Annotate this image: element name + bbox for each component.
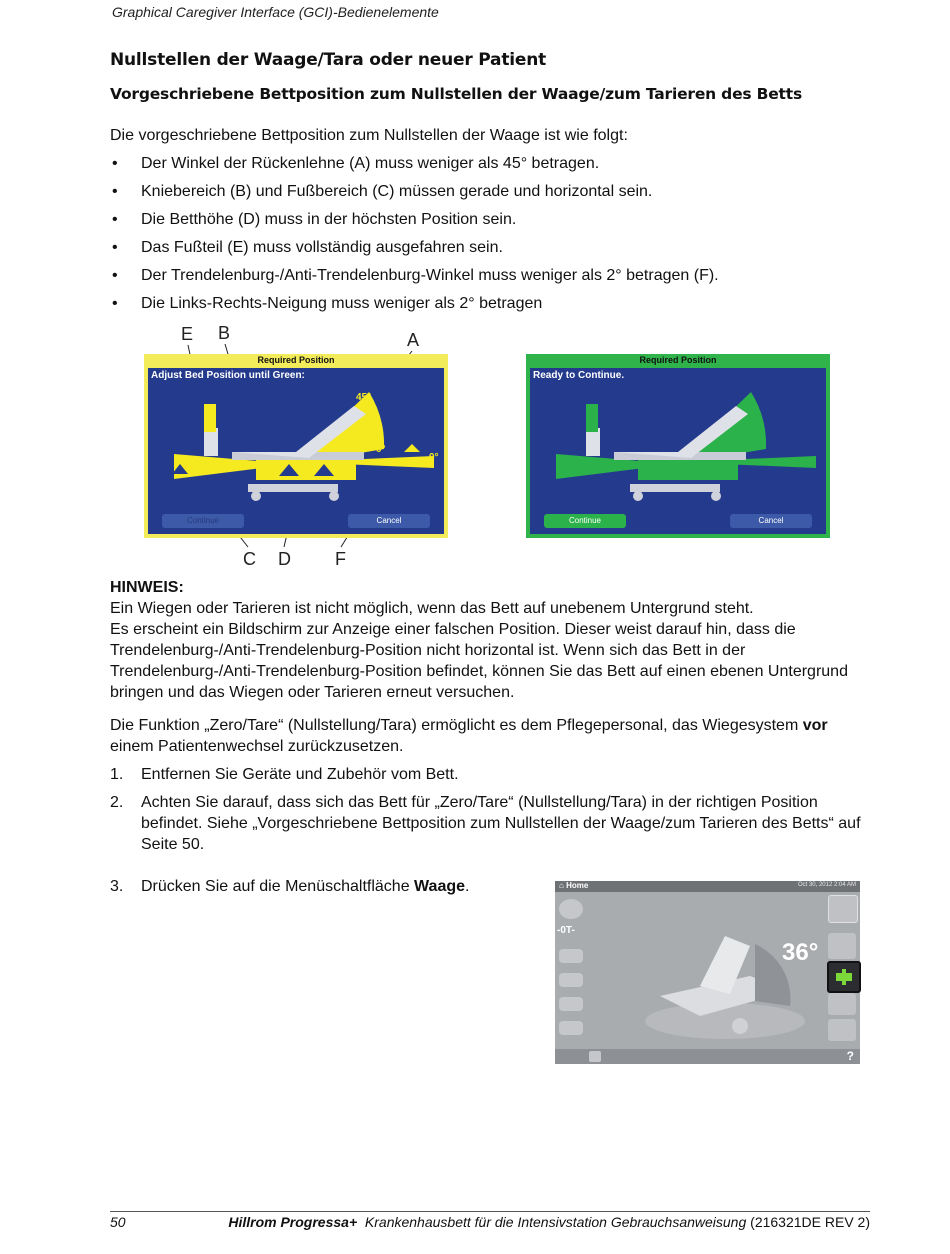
cancel-button[interactable]: Cancel <box>730 514 812 528</box>
scale-icon <box>829 963 859 991</box>
list-item: • Kniebereich (B) und Fußbereich (C) müssen gerade und horizontal sein. <box>112 183 653 200</box>
more-button[interactable] <box>828 1019 856 1041</box>
note-line: Es erscheint ein Bildschirm zur Anzeige einer falschen Position. Dieser weist darauf hin, dass die Trendelenburg-/Anti-Trendelenburg-Position nicht horizontal ist. Wenn sich das Bett in der Trendelenburg-/Anti-Trendelenburg-Position befindet, können Sie das Bett auf einen ebenen Untergrund bringen und das Wiegen oder Tarieren erneut versuchen. <box>110 621 848 701</box>
home-screen <box>555 881 860 1064</box>
step-item: 3. Drücken Sie auf die Menüschaltfläche Waage. <box>110 878 470 895</box>
intro-paragraph: Die vorgeschriebene Bettposition zum Nullstellen der Waage ist wie folgt: <box>110 127 628 144</box>
step-item: 2. Achten Sie darauf, dass sich das Bett für „Zero/Tare“ (Nullstellung/Tara) in der richtigen Position befindet. Siehe „Vorgeschriebene Bettposition zum Nullstellen der Waage/zum Tarieren des Betts“ auf Seite 50. <box>110 794 861 853</box>
bed-position-ready-illustration <box>526 354 830 538</box>
note-label: HINWEIS: <box>110 579 184 596</box>
footer-rule <box>110 1211 870 1212</box>
footer-title: Hillrom Progressa+ Krankenhausbett für die Intensivstation Gebrauchsanweisung (216321DE REV 2) <box>228 1214 870 1230</box>
callout-b: B <box>218 323 231 343</box>
datetime: Oct 30, 2012 2:04 AM <box>797 882 856 888</box>
step-item: 1. Entfernen Sie Geräte und Zubehör vom Bett. <box>110 766 459 783</box>
screen-message: Ready to Continue. <box>533 370 625 381</box>
bed-position-illustration <box>144 354 448 538</box>
cancel-button[interactable]: Cancel <box>348 514 430 528</box>
list-item: • Das Fußteil (E) muss vollständig ausgefahren sein. <box>112 239 503 256</box>
continue-button[interactable]: Continue <box>162 514 244 528</box>
subsection-heading: Vorgeschriebene Bettposition zum Nullstellen der Waage/zum Tarieren des Betts <box>110 85 802 103</box>
zero-tare-icon[interactable]: -0T- <box>557 925 575 936</box>
lock-icon[interactable] <box>589 1051 601 1062</box>
page-number: 50 <box>110 1214 126 1230</box>
steps-list <box>110 764 870 862</box>
required-position-screen-right <box>526 354 830 538</box>
list-item: • Der Trendelenburg-/Anti-Trendelenburg-Winkel muss weniger als 2° betragen (F). <box>112 267 719 284</box>
required-position-screen-left <box>144 354 448 538</box>
list-item: • Der Winkel der Rückenlehne (A) muss weniger als 45° betragen. <box>112 155 600 172</box>
alarm-bell-icon[interactable] <box>828 933 856 959</box>
scale-menu-button[interactable] <box>827 961 861 993</box>
bed-illustration <box>640 916 810 1041</box>
scale-icon[interactable] <box>559 949 583 963</box>
note-text <box>110 598 870 703</box>
bed-exit-icon[interactable] <box>559 899 583 919</box>
help-icon[interactable]: ? <box>846 1049 854 1063</box>
list-item: • Die Links-Rechts-Neigung muss weniger als 2° betragen <box>112 295 543 312</box>
callout-d: D <box>278 549 291 569</box>
section-heading: Nullstellen der Waage/Tara oder neuer Patient <box>110 50 547 70</box>
running-head: Graphical Caregiver Interface (GCI)-Bedienelemente <box>112 4 439 20</box>
surface-icon[interactable] <box>559 997 583 1011</box>
zero-tare-paragraph: Die Funktion „Zero/Tare“ (Nullstellung/Tara) ermöglicht es dem Pflegepersonal, das Wiegesystem vor einem Patientenwechsel zurückzusetzen. <box>110 717 828 755</box>
zero-angle-label: 0° <box>376 444 386 455</box>
callout-c: C <box>243 549 256 569</box>
backrest-angle-label: 45° <box>356 392 372 403</box>
list-item: • Die Betthöhe (D) muss in der höchsten Position sein. <box>112 211 517 228</box>
settings-icon[interactable] <box>559 1021 583 1035</box>
angle-icon[interactable] <box>559 973 583 987</box>
screen-message: Adjust Bed Position until Green: <box>151 370 305 381</box>
callout-a: A <box>407 330 420 350</box>
surface-button[interactable] <box>828 993 856 1015</box>
note-line: Ein Wiegen oder Tarieren ist nicht möglich, wenn das Bett auf unebenem Untergrund steht. <box>110 600 754 617</box>
home-button[interactable] <box>828 895 858 923</box>
callout-f: F <box>335 549 346 569</box>
home-label: ⌂ Home <box>559 881 589 890</box>
screen-title: Required Position <box>257 355 335 365</box>
head-angle-readout: 36° <box>782 939 819 966</box>
continue-button[interactable]: Continue <box>544 514 626 528</box>
screen-title: Required Position <box>639 355 717 365</box>
trend-angle-label: 0° <box>429 452 439 463</box>
callout-e: E <box>181 324 194 344</box>
